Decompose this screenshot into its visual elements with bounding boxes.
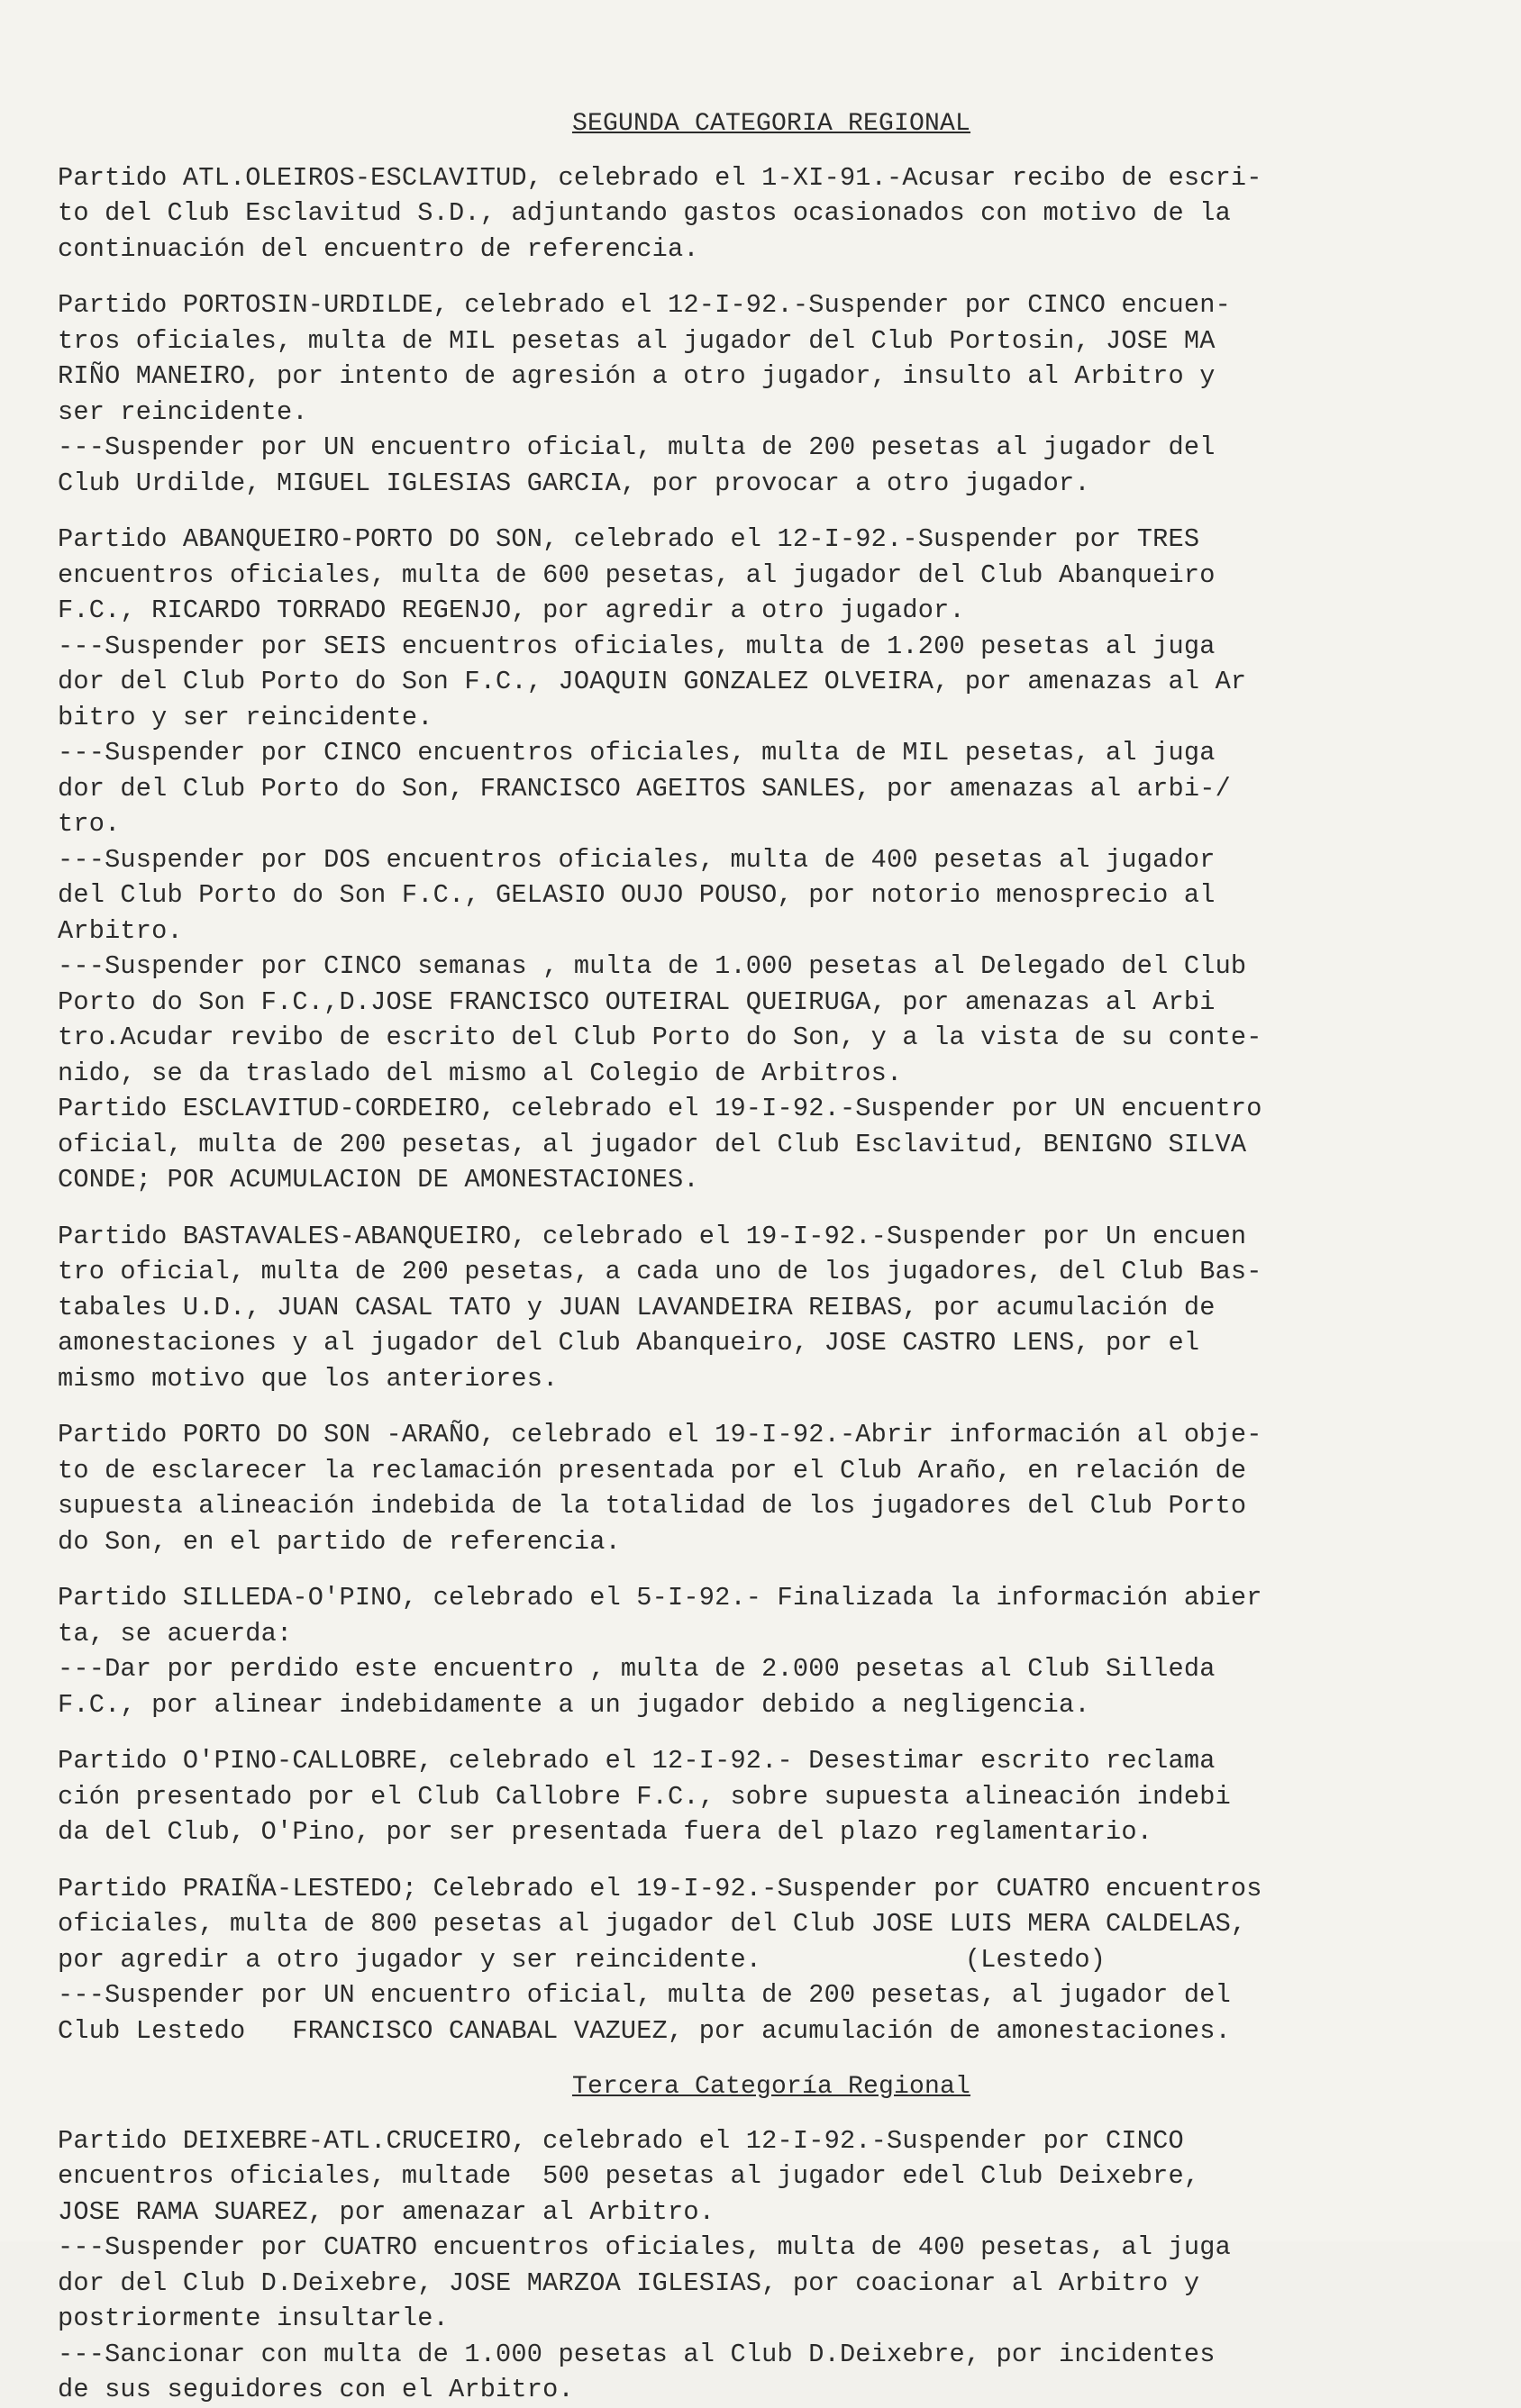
text-line: to del Club Esclavitud S.D., adjuntando gastos ocasionados con motivo de la — [58, 198, 1231, 228]
text-line: Partido ATL.OLEIROS-ESCLAVITUD, celebrado el 1-XI-91.-Acusar recibo de escri- — [58, 162, 1262, 193]
text-line: ---Suspender por DOS encuentros oficiales, multa de 400 pesetas al jugador — [58, 844, 1216, 875]
text-line: dor del Club Porto do Son F.C., JOAQUIN GONZALEZ OLVEIRA, por amenazas al Ar — [58, 667, 1247, 696]
text-line: Club Lestedo FRANCISCO CANABAL VAZUEZ, por acumulación de amonestaciones. — [58, 2015, 1231, 2046]
text-line: oficial, multa de 200 pesetas, al jugador del Club Esclavitud, BENIGNO SILVA — [58, 1129, 1247, 1159]
paragraph — [58, 2123, 1485, 2408]
section-tercera-body — [58, 2123, 1485, 2408]
text-line: ---Dar por perdido este encuentro , multa de 2.000 pesetas al Club Silleda — [58, 1654, 1216, 1684]
text-line: Arbitro. — [58, 915, 183, 946]
text-line: bitro y ser reincidente. — [58, 702, 433, 732]
text-line: Partido ABANQUEIRO-PORTO DO SON, celebrado el 12-I-92.-Suspender por TRES — [58, 524, 1200, 554]
paragraph — [58, 1871, 1485, 2049]
text-line: tro. — [58, 809, 121, 839]
text-line: por agredir a otro jugador y ser reincidente. (Lestedo) — [58, 1944, 1107, 1975]
text-line: do Son, en el partido de referencia. — [58, 1526, 621, 1557]
text-line: dor del Club D.Deixebre, JOSE MARZOA IGLESIAS, por coacionar al Arbitro y — [58, 2267, 1200, 2298]
text-line: ta, se acuerda: — [58, 1618, 293, 1649]
text-line: encuentros oficiales, multa de 600 pesetas, al jugador del Club Abanqueiro — [58, 559, 1216, 590]
paragraph — [58, 1580, 1485, 1722]
text-line: tro oficial, multa de 200 pesetas, a cada uno de los jugadores, del Club Bas- — [58, 1257, 1262, 1286]
text-line: ser reincidente. — [58, 396, 308, 427]
text-line: ción presentado por el Club Callobre F.C., sobre supuesta alineación indebi — [58, 1781, 1231, 1812]
text-line: amonestaciones y al jugador del Club Abanqueiro, JOSE CASTRO LENS, por el — [58, 1328, 1200, 1358]
text-line: supuesta alineación indebida de la totalidad de los jugadores del Club Porto — [58, 1491, 1247, 1521]
text-line: Partido DEIXEBRE-ATL.CRUCEIRO, celebrado el 12-I-92.-Suspender por CINCO — [58, 2125, 1184, 2156]
paragraph — [58, 1743, 1485, 1850]
text-line: F.C., por alinear indebidamente a un jugador debido a negligencia. — [58, 1689, 1090, 1720]
text-line: ---Suspender por CUATRO encuentros oficiales, multa de 400 pesetas, al juga — [58, 2232, 1231, 2262]
text-line: Partido PORTOSIN-URDILDE, celebrado el 12-I-92.-Suspender por CINCO encuen- — [58, 290, 1231, 320]
text-line: encuentros oficiales, multade 500 pesetas al jugador edel Club Deixebre, — [58, 2161, 1200, 2191]
text-line: Partido ESCLAVITUD-CORDEIRO, celebrado el 19-I-92.-Suspender por UN encuentro — [58, 1094, 1262, 1123]
text-line: tro.Acudar revibo de escrito del Club Porto do Son, y a la vista de su conte- — [58, 1022, 1262, 1052]
text-line: postriormente insultarle. — [58, 2304, 449, 2333]
text-line: JOSE RAMA SUAREZ, por amenazar al Arbitro. — [58, 2196, 715, 2227]
paragraph — [58, 1417, 1485, 1559]
text-line: continuación del encuentro de referencia. — [58, 233, 699, 264]
text-line: to de esclarecer la reclamación presentada por el Club Araño, en relación de — [58, 1455, 1247, 1486]
text-line: oficiales, multa de 800 pesetas al jugador del Club JOSE LUIS MERA CALDELAS, — [58, 1909, 1247, 1939]
text-line: Club Urdilde, MIGUEL IGLESIAS GARCIA, por provocar a otro jugador. — [58, 468, 1090, 498]
section-heading-segunda: SEGUNDA CATEGORIA REGIONAL — [571, 110, 971, 138]
text-line: del Club Porto do Son F.C., GELASIO OUJO POUSO, por notorio menosprecio al — [58, 880, 1216, 910]
text-line: ---Suspender por SEIS encuentros oficiales, multa de 1.200 pesetas al juga — [58, 631, 1216, 661]
text-line: nido, se da traslado del mismo al Colegio de Arbitros. — [58, 1058, 903, 1088]
text-line: ---Suspender por UN encuentro oficial, multa de 200 pesetas, al jugador del — [58, 1980, 1231, 2010]
text-line: Partido BASTAVALES-ABANQUEIRO, celebrado el 19-I-92.-Suspender por Un encuen — [58, 1221, 1247, 1251]
text-line: da del Club, O'Pino, por ser presentada fuera del plazo reglamentario. — [58, 1817, 1153, 1847]
text-line: tros oficiales, multa de MIL pesetas al jugador del Club Portosin, JOSE MA — [58, 325, 1216, 356]
text-line: Partido PORTO DO SON -ARAÑO, celebrado el 19-I-92.-Abrir información al obje- — [58, 1420, 1262, 1449]
section-heading-tercera: Tercera Categoría Regional — [571, 2073, 971, 2101]
text-line: Porto do Son F.C.,D.JOSE FRANCISCO OUTEIRAL QUEIRUGA, por amenazas al Arbi — [58, 986, 1216, 1017]
section-segunda-body — [58, 160, 1485, 2049]
text-line: Partido O'PINO-CALLOBRE, celebrado el 12-I-92.- Desestimar escrito reclama — [58, 1746, 1216, 1776]
text-line: Partido PRAIÑA-LESTEDO; Celebrado el 19-I-92.-Suspender por CUATRO encuentros — [58, 1873, 1262, 1904]
text-line: ---Suspender por CINCO semanas , multa de 1.000 pesetas al Delegado del Club — [58, 951, 1247, 981]
paragraph — [58, 287, 1485, 501]
text-line: tabales U.D., JUAN CASAL TATO y JUAN LAVANDEIRA REIBAS, por acumulación de — [58, 1292, 1216, 1322]
text-line: mismo motivo que los anteriores. — [58, 1363, 559, 1394]
paragraph — [58, 522, 1485, 1198]
paragraph — [58, 1219, 1485, 1397]
text-line: de sus seguidores con el Arbitro. — [58, 2375, 574, 2404]
text-line: ---Sancionar con multa de 1.000 pesetas al Club D.Deixebre, por incidentes — [58, 2339, 1216, 2369]
text-line: F.C., RICARDO TORRADO REGENJO, por agredir a otro jugador. — [58, 595, 965, 625]
paragraph — [58, 160, 1485, 268]
text-line: ---Suspender por UN encuentro oficial, multa de 200 pesetas al jugador del — [58, 432, 1216, 462]
text-line: RIÑO MANEIRO, por intento de agresión a otro jugador, insulto al Arbitro y — [58, 361, 1216, 391]
text-line: ---Suspender por CINCO encuentros oficiales, multa de MIL pesetas, al juga — [58, 738, 1216, 768]
text-line: dor del Club Porto do Son, FRANCISCO AGEITOS SANLES, por amenazas al arbi-/ — [58, 773, 1231, 804]
text-line: Partido SILLEDA-O'PINO, celebrado el 5-I-92.- Finalizada la información abier — [58, 1583, 1262, 1613]
text-line: CONDE; POR ACUMULACION DE AMONESTACIONES. — [58, 1165, 699, 1195]
